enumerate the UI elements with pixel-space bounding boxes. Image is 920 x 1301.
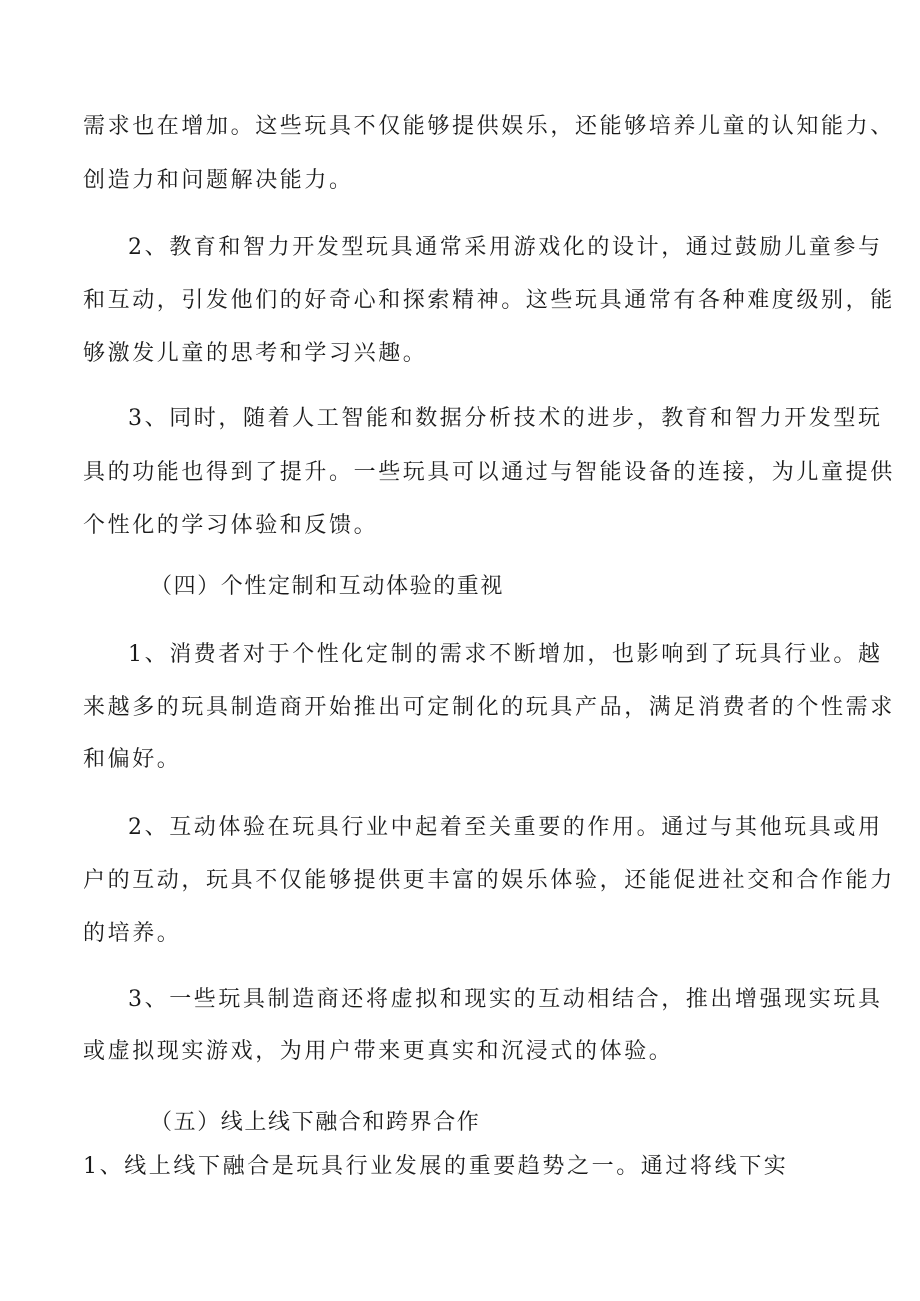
paragraph-line: 的培养。 <box>83 921 182 946</box>
paragraph-line: 个性化的学习体验和反馈。 <box>83 513 379 538</box>
section-heading: （四）个性定制和互动体验的重视 <box>150 574 505 599</box>
paragraph-line: 1、线上线下融合是玩具行业发展的重要趋势之一。通过将线下实 <box>83 1154 789 1179</box>
paragraph-line: 来越多的玩具制造商开始推出可定制化的玩具产品，满足消费者的个性需求 <box>83 695 895 720</box>
paragraph-line: 和偏好。 <box>83 747 182 772</box>
paragraph-line: 户的互动，玩具不仅能够提供更丰富的娱乐体验，还能促进社交和合作能力 <box>83 868 895 893</box>
paragraph-line: 2、互动体验在玩具行业中起着至关重要的作用。通过与其他玩具或用 <box>128 815 883 840</box>
paragraph-line: 创造力和问题解决能力。 <box>83 168 354 193</box>
paragraph-line: 3、一些玩具制造商还将虚拟和现实的互动相结合，推出增强现实玩具 <box>128 987 883 1012</box>
paragraph-line: 具的功能也得到了提升。一些玩具可以通过与智能设备的连接，为儿童提供 <box>83 460 895 485</box>
paragraph-line: 需求也在增加。这些玩具不仅能够提供娱乐，还能够培养儿童的认知能力、 <box>83 114 895 139</box>
paragraph-line: 和互动，引发他们的好奇心和探索精神。这些玩具通常有各种难度级别，能 <box>83 288 895 313</box>
paragraph-line: 够激发儿童的思考和学习兴趣。 <box>83 341 428 366</box>
paragraph-line: 2、教育和智力开发型玩具通常采用游戏化的设计，通过鼓励儿童参与 <box>128 235 883 260</box>
paragraph-line: 1、消费者对于个性化定制的需求不断增加，也影响到了玩具行业。越 <box>128 642 883 667</box>
section-heading: （五）线上线下融合和跨界合作 <box>150 1110 481 1135</box>
paragraph-line: 或虚拟现实游戏，为用户带来更真实和沉浸式的体验。 <box>83 1039 674 1064</box>
paragraph-line: 3、同时，随着人工智能和数据分析技术的进步，教育和智力开发型玩 <box>128 406 883 431</box>
